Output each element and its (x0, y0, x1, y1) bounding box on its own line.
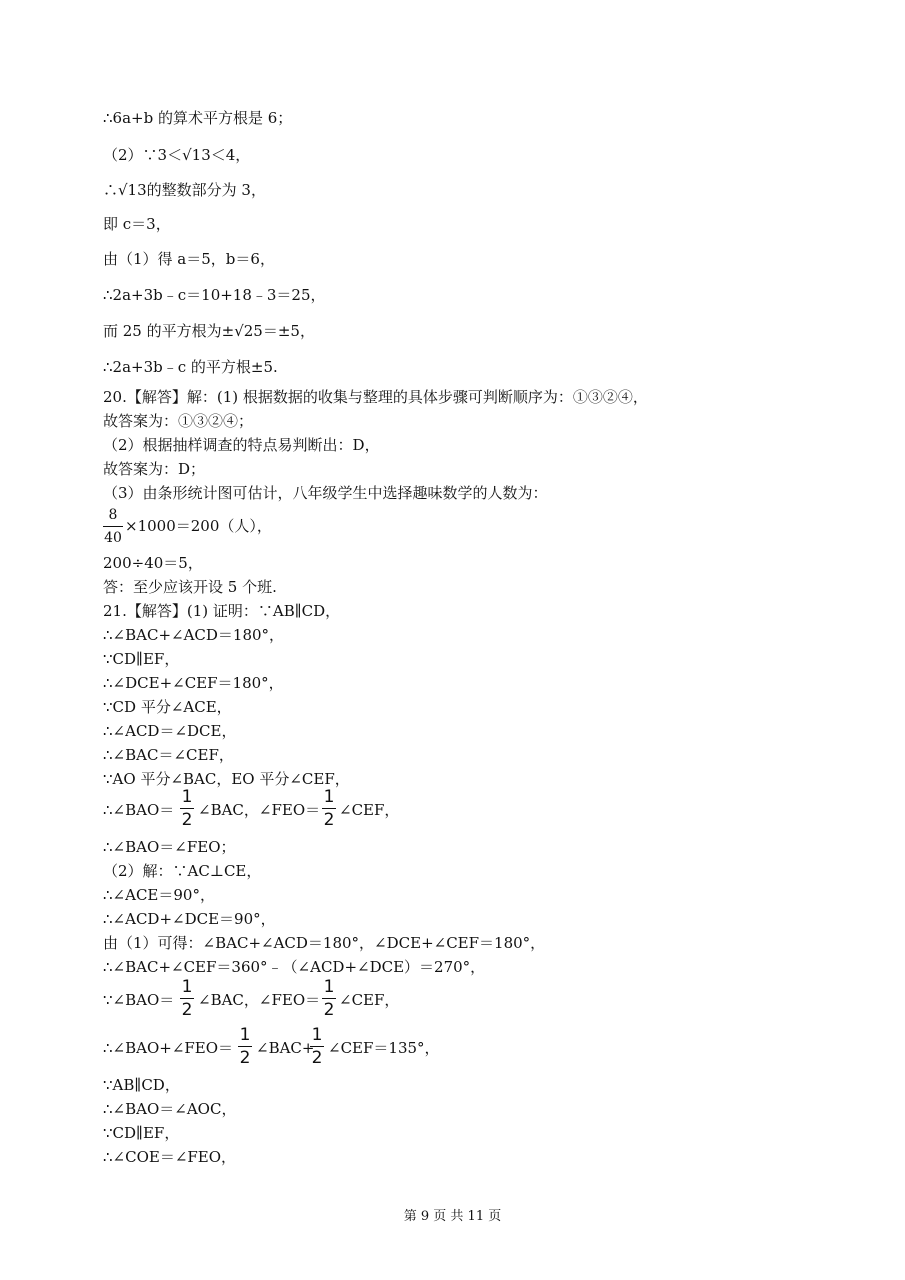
fraction-half (238, 1025, 252, 1068)
text-line: ∵CD∥EF， (103, 650, 180, 668)
text-line: （2）解：∵AC⊥CE， (103, 862, 262, 880)
fraction-bar (322, 998, 336, 999)
text-segment: ∴∠BAO+∠FEO＝ (103, 1039, 234, 1057)
fraction-half (310, 1025, 324, 1068)
text-segment: ∠CEF， (339, 801, 400, 819)
text-line: 由（1）可得：∠BAC+∠ACD＝180°，∠DCE+∠CEF＝180°， (103, 934, 546, 952)
text-line: 答：至少应该开设 5 个班. (103, 578, 277, 596)
text-line: 故答案为：①③②④； (103, 412, 254, 430)
fraction-8-40 (103, 505, 123, 548)
text-line: 而 25 的平方根为±√25＝±5， (103, 322, 315, 340)
text-line: ∴6a+b 的算术平方根是 6； (103, 109, 293, 127)
fraction-numerator: 1 (181, 977, 193, 997)
fraction-bar (180, 808, 194, 809)
fraction-bar (180, 998, 194, 999)
text-line: ∴∠BAC+∠CEF＝360°﹣（∠ACD+∠DCE）＝270°， (103, 958, 486, 976)
text-line: ∴∠ACD＝∠DCE， (103, 722, 237, 740)
fraction-numerator: 1 (323, 977, 335, 997)
text-segment: ∠BAC，∠FEO＝ (198, 801, 321, 819)
fraction-denominator: 40 (104, 530, 122, 546)
text-line: 200÷40＝5， (103, 554, 203, 572)
text-segment: ∴∠BAO＝ (103, 801, 175, 819)
text-segment: ∵∠BAO＝ (103, 991, 175, 1009)
fraction-denominator: 2 (323, 1000, 335, 1020)
fraction-numerator: 1 (311, 1025, 323, 1045)
page-footer: 第 9 页 共 11 页 (403, 1209, 502, 1224)
fraction-denominator: 2 (181, 1000, 193, 1020)
text-line: ∴∠COE＝∠FEO， (103, 1148, 237, 1166)
fraction-half (180, 787, 194, 830)
text-line: ×1000＝200（人）， (125, 517, 272, 535)
text-line: 由（1）得 a＝5，b＝6， (103, 250, 275, 268)
text-line: ∴∠BAC+∠ACD＝180°， (103, 626, 285, 644)
text-line: ∴∠DCE+∠CEF＝180°， (103, 674, 284, 692)
text-line: 故答案为：D； (103, 460, 206, 478)
text-line: ∴∠ACD+∠DCE＝90°， (103, 910, 276, 928)
fraction-half (322, 977, 336, 1020)
text-line: ∴∠BAC＝∠CEF， (103, 746, 234, 764)
fraction-bar (103, 526, 123, 527)
text-line: ∴∠BAO＝∠AOC， (103, 1100, 237, 1118)
text-line: （3）由条形统计图可估计，八年级学生中选择趣味数学的人数为： (103, 484, 548, 502)
fraction-denominator: 2 (311, 1048, 323, 1068)
text-line: ∴2a+3b﹣c 的平方根±5. (103, 358, 278, 376)
text-segment: ∠CEF， (339, 991, 400, 1009)
text-line: ∵CD∥EF， (103, 1124, 180, 1142)
text-line: 即 c＝3， (103, 215, 171, 233)
text-segment: ∠BAC，∠FEO＝ (198, 991, 321, 1009)
text-line: ∴∠ACE＝90°， (103, 886, 215, 904)
fraction-half (322, 787, 336, 830)
text-line: ∴2a+3b﹣c＝10+18﹣3＝25， (103, 286, 326, 304)
text-segment: ∠BAC+ (256, 1039, 315, 1057)
text-line: ∴∠BAO＝∠FEO； (103, 838, 236, 856)
fraction-bar (322, 808, 336, 809)
text-line: ∵AO 平分∠BAC，EO 平分∠CEF， (103, 770, 350, 788)
fraction-numerator: 1 (323, 787, 335, 807)
text-line: ∴√13的整数部分为 3， (103, 181, 266, 199)
fraction-numerator: 1 (181, 787, 193, 807)
text-line: （2）根据抽样调查的特点易判断出：D， (103, 436, 380, 454)
fraction-half (180, 977, 194, 1020)
text-line: 21.【解答】(1) 证明：∵AB∥CD， (103, 602, 341, 620)
text-line: （2）∵3＜√13＜4， (103, 146, 251, 164)
fraction-bar (238, 1046, 252, 1047)
text-line: 20.【解答】解：(1) 根据数据的收集与整理的具体步骤可判断顺序为：①③②④， (103, 388, 648, 406)
fraction-denominator: 2 (323, 810, 335, 830)
fraction-numerator: 1 (239, 1025, 251, 1045)
fraction-numerator: 8 (108, 507, 118, 523)
text-line: ∵CD 平分∠ACE， (103, 698, 232, 716)
fraction-bar (310, 1046, 324, 1047)
fraction-denominator: 2 (239, 1048, 251, 1068)
text-line: ∵AB∥CD， (103, 1076, 180, 1094)
text-segment: ∠CEF＝135°， (328, 1039, 440, 1057)
fraction-denominator: 2 (181, 810, 193, 830)
